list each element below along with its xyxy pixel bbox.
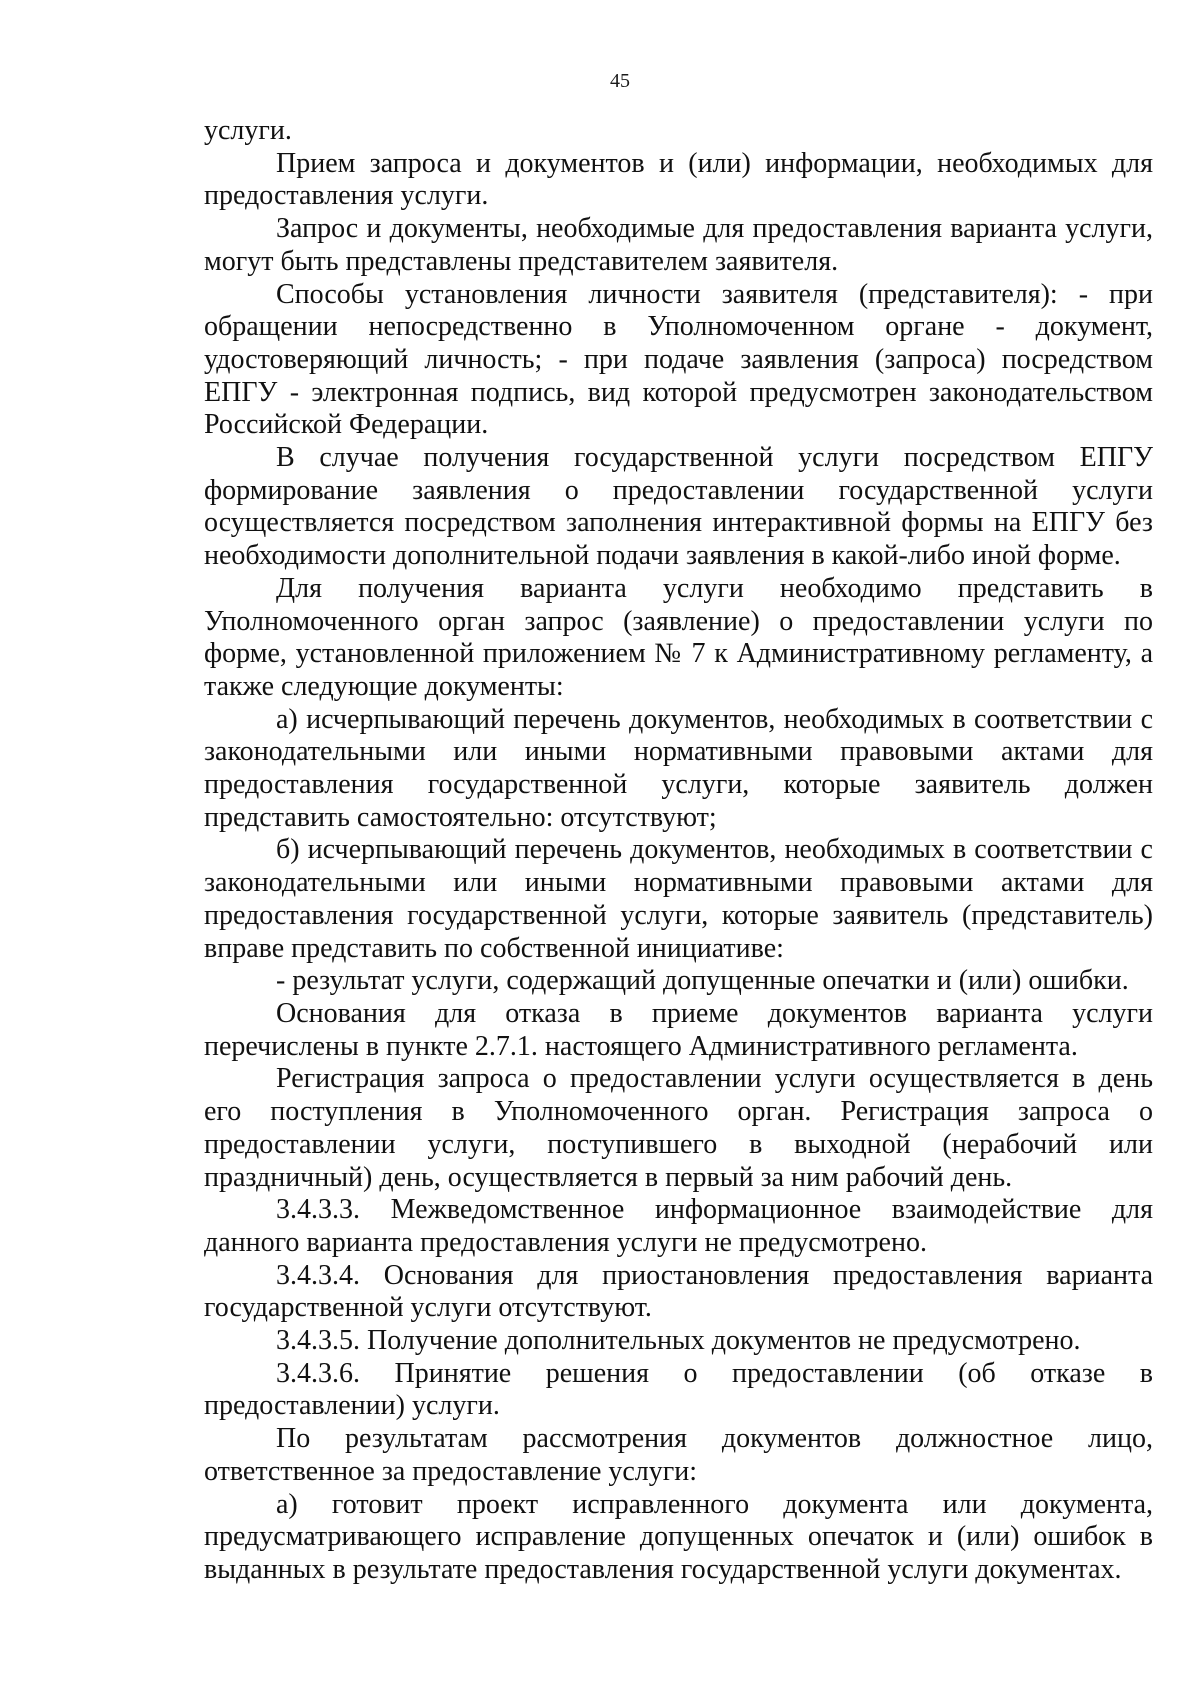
page-number: 45 [610, 70, 630, 92]
paragraph: Способы установления личности заявителя (представителя): - при обращении непосредственно в Уполномоченном органе - документ, удостоверяющий личность; - при подаче заявления (запроса) посредством ЕПГУ - электронная подпись, вид которой предусмотрен законодательством Российской Федерации. [204, 278, 1153, 441]
document-body [204, 115, 1153, 1587]
section-paragraph: 3.4.3.6. Принятие решения о предоставлении (об отказе в предоставлении) услуги. [204, 1357, 1153, 1422]
list-item: - результат услуги, содержащий допущенные опечатки и (или) ошибки. [276, 965, 1129, 997]
list-item: а) исчерпывающий перечень документов, необходимых в соответствии с законодательными или иными нормативными правовыми актами для предоставления государственной услуги, которые заявитель должен представить самостоятельно: отсутствуют; [204, 703, 1153, 833]
paragraph: Основания для отказа в приеме документов варианта услуги перечислены в пункте 2.7.1. настоящего Административного регламента. [204, 997, 1153, 1062]
paragraph: Для получения варианта услуги необходимо представить в Уполномоченного орган запрос (заявление) о предоставлении услуги по форме, установленной приложением № 7 к Административному регламенту, а также следующие документы: [204, 572, 1153, 702]
section-paragraph: 3.4.3.4. Основания для приостановления предоставления варианта государственной услуги отсутствуют. [204, 1259, 1153, 1324]
paragraph: В случае получения государственной услуги посредством ЕПГУ формирование заявления о предоставлении государственной услуги осуществляется посредством заполнения интерактивной формы на ЕПГУ без необходимости дополнительной подачи заявления в какой-либо иной форме. [204, 442, 1153, 572]
section-paragraph: 3.4.3.5. Получение дополнительных документов не предусмотрено. [276, 1325, 1081, 1357]
list-item: а) готовит проект исправленного документа или документа, предусматривающего исправление допущенных опечаток и (или) ошибок в выданных в результате предоставления государственной услуги документах. [204, 1488, 1153, 1585]
list-item: б) исчерпывающий перечень документов, необходимых в соответствии с законодательными или иными нормативными правовыми актами для предоставления государственной услуги, которые заявитель (представитель) вправе представить по собственной инициативе: [204, 834, 1153, 964]
paragraph: Запрос и документы, необходимые для предоставления варианта услуги, могут быть представлены представителем заявителя. [204, 213, 1153, 277]
paragraph: Прием запроса и документов и (или) информации, необходимых для предоставления услуги. [204, 147, 1153, 212]
section-paragraph: 3.4.3.3. Межведомственное информационное взаимодействие для данного варианта предоставления услуги не предусмотрено. [204, 1194, 1153, 1258]
paragraph-continuation: услуги. [204, 115, 292, 146]
paragraph: По результатам рассмотрения документов должностное лицо, ответственное за предоставление услуги: [204, 1423, 1153, 1487]
paragraph: Регистрация запроса о предоставлении услуги осуществляется в день его поступления в Уполномоченного орган. Регистрация запроса о предоставлении услуги, поступившего в выходной (нерабочий или праздничный) день, осуществляется в первый за ним рабочий день. [204, 1063, 1153, 1193]
